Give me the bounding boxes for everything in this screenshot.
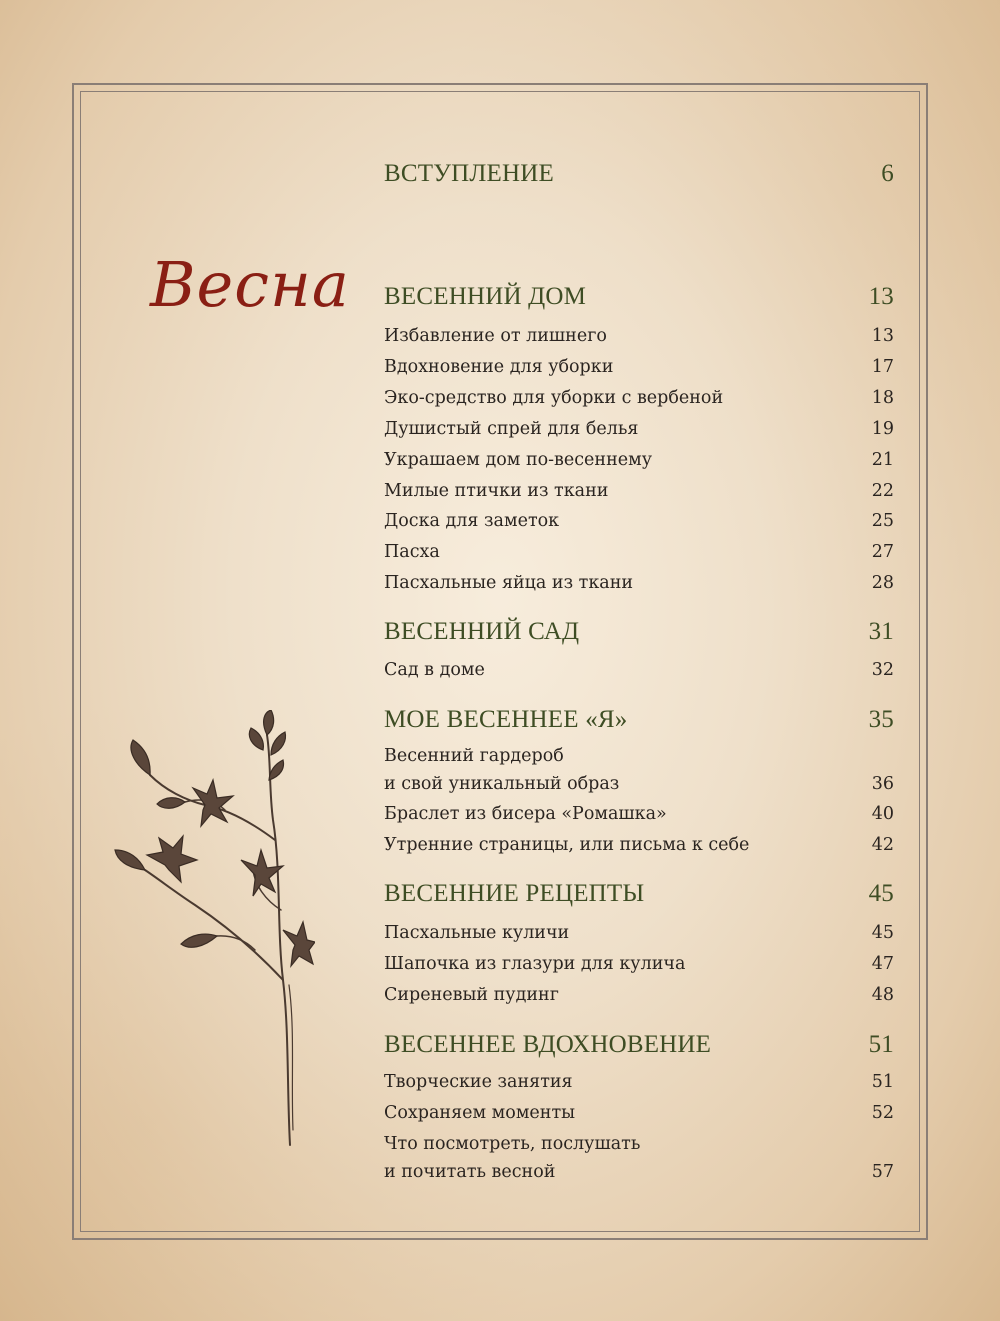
toc-item[interactable] [384,1130,894,1186]
item-page: 28 [871,573,894,593]
toc-item[interactable] [384,538,894,566]
item-page: 52 [871,1103,894,1123]
item-label: Пасха [384,542,440,562]
item-page: 42 [871,835,894,855]
item-page: 25 [871,511,894,531]
section-label: ВЕСЕННИЙ ДОМ [384,283,587,310]
item-label: Душистый спрей для белья [384,419,639,439]
toc-item[interactable] [384,1099,894,1127]
item-page: 19 [871,419,894,439]
section-label: МОЕ ВЕСЕННЕЕ «Я» [384,706,628,733]
toc-item[interactable] [384,415,894,443]
item-page: 45 [871,923,894,943]
item-label: Милые птички из ткани [384,481,609,501]
toc-intro-label: ВСТУПЛЕНИЕ [384,160,554,187]
item-label: Пасхальные яйца из ткани [384,573,634,593]
item-label: Браслет из бисера «Ромашка» [384,804,667,824]
toc-section[interactable] [384,880,894,908]
section-page: 31 [868,618,894,645]
item-label: Эко-средство для уборки с вербеной [384,388,724,408]
item-page: 32 [871,660,894,680]
section-label: ВЕСЕННИЙ САД [384,618,580,645]
season-title: Весна [150,248,350,321]
item-page: 47 [871,954,894,974]
item-label: Утренние страницы, или письма к себе [384,835,750,855]
section-page: 51 [868,1031,894,1058]
toc-item[interactable] [384,800,894,828]
item-label: Вдохновение для уборки [384,357,614,377]
toc-item[interactable] [384,569,894,597]
toc-item[interactable] [384,353,894,381]
flower-branch-illustration [105,710,315,1150]
item-label: Украшаем дом по-весеннему [384,450,653,470]
item-label: Сад в доме [384,660,485,680]
section-page: 13 [868,283,894,310]
toc-item[interactable] [384,656,894,684]
section-label: ВЕСЕННИЕ РЕЦЕПТЫ [384,880,645,907]
item-label: Избавление от лишнего [384,326,607,346]
item-page: 21 [871,450,894,470]
item-label: Пасхальные куличи [384,923,570,943]
section-label: ВЕСЕННЕЕ ВДОХНОВЕНИЕ [384,1031,712,1058]
item-label: Что посмотреть, послушать и почитать весной [384,1134,641,1182]
section-page: 45 [868,880,894,907]
item-page: 51 [871,1072,894,1092]
item-label: Сохраняем моменты [384,1103,576,1123]
item-page: 18 [871,388,894,408]
toc-section[interactable] [384,706,894,734]
toc-item[interactable] [384,507,894,535]
item-page: 40 [871,804,894,824]
item-page: 22 [871,481,894,501]
item-page: 57 [871,1162,894,1182]
toc-intro-page: 6 [881,160,894,187]
toc-intro[interactable] [384,160,894,188]
item-label: Весенний гардероб и свой уникальный образ [384,746,620,794]
toc-item[interactable] [384,950,894,978]
item-page: 27 [871,542,894,562]
section-page: 35 [868,706,894,733]
toc-section[interactable] [384,618,894,646]
toc-item[interactable] [384,322,894,350]
item-label: Шапочка из глазури для кулича [384,954,686,974]
item-page: 13 [871,326,894,346]
item-label: Творческие занятия [384,1072,573,1092]
toc-section[interactable] [384,283,894,311]
item-label: Доска для заметок [384,511,560,531]
toc-item[interactable] [384,1068,894,1096]
item-page: 36 [871,774,894,794]
toc-item[interactable] [384,477,894,505]
toc-item[interactable] [384,384,894,412]
item-label: Сиреневый пудинг [384,985,559,1005]
toc-item[interactable] [384,831,894,859]
item-page: 48 [871,985,894,1005]
toc-item[interactable] [384,446,894,474]
toc-section[interactable] [384,1031,894,1059]
toc-item[interactable] [384,919,894,947]
toc-item[interactable] [384,742,894,798]
toc-item[interactable] [384,981,894,1009]
item-page: 17 [871,357,894,377]
